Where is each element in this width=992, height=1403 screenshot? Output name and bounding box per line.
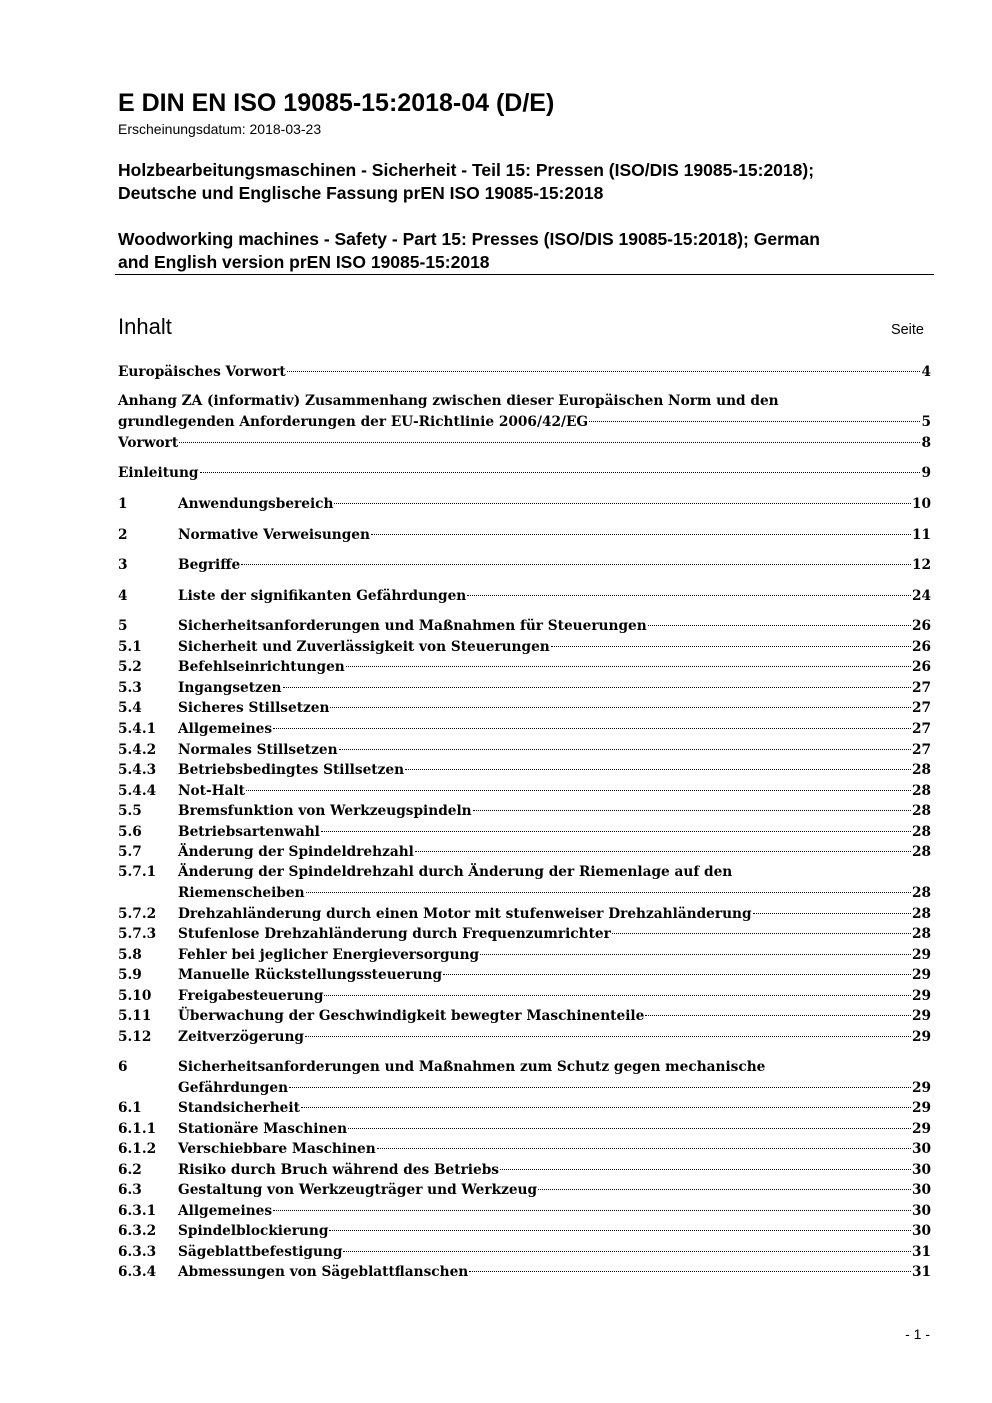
- toc-entry-page: 28: [911, 844, 931, 860]
- toc-entry-number: 5.10: [118, 988, 152, 1004]
- toc-dot-leader: [200, 472, 921, 473]
- toc-entry-number: 5.6: [118, 824, 142, 840]
- title-english-line-2: and English version prEN ISO 19085-15:2018: [118, 252, 490, 272]
- toc-entry-page: 9: [921, 465, 931, 481]
- toc-entry-title: Normative Verweisungen: [178, 527, 370, 543]
- toc-entry-title: Allgemeines: [178, 721, 273, 737]
- toc-dot-leader: [405, 769, 911, 770]
- toc-entry-page: 10: [911, 496, 931, 512]
- toc-dot-leader: [334, 503, 910, 504]
- toc-entry[interactable]: [118, 1201, 931, 1221]
- toc-dot-leader: [500, 1169, 911, 1170]
- toc-entry-page: 29: [911, 1121, 931, 1137]
- toc-entry-number: 5.7.1: [118, 864, 157, 880]
- toc-entry[interactable]: [118, 965, 931, 985]
- toc-entry-page: 4: [921, 364, 931, 380]
- toc-entry-page: 28: [911, 926, 931, 942]
- document-id: E DIN EN ISO 19085-15:2018-04 (D/E): [118, 89, 555, 117]
- toc-entry[interactable]: [118, 986, 931, 1006]
- toc-entry[interactable]: [118, 1059, 931, 1098]
- toc-entry-title: Allgemeines: [178, 1203, 273, 1219]
- toc-entry[interactable]: [118, 740, 931, 760]
- toc-entry-number: 6.3: [118, 1182, 142, 1198]
- toc-entry-page: 29: [911, 1100, 931, 1116]
- table-of-contents: [118, 0, 931, 1403]
- toc-entry-title: Anwendungsbereich: [178, 496, 334, 512]
- toc-entry-number: 5.11: [118, 1008, 152, 1024]
- toc-entry-page: 30: [911, 1223, 931, 1239]
- toc-dot-leader: [283, 687, 911, 688]
- toc-entry-title: Manuelle Rückstellungssteuerung: [178, 967, 443, 983]
- toc-entry-page: 30: [911, 1162, 931, 1178]
- toc-entry-title: Befehlseinrichtungen: [178, 659, 345, 675]
- toc-entry-page: 29: [911, 947, 931, 963]
- toc-entry-number: 5.4.4: [118, 783, 157, 799]
- toc-dot-leader: [480, 954, 911, 955]
- toc-dot-leader: [305, 1036, 911, 1037]
- toc-entry-title: Sicherheitsanforderungen und Maßnahmen für Steuerungen: [178, 618, 647, 634]
- toc-entry-title: Änderung der Spindeldrehzahl: [178, 844, 414, 860]
- toc-entry[interactable]: [118, 801, 931, 821]
- toc-entry-title: Fehler bei jeglicher Energieversorgung: [178, 947, 480, 963]
- toc-entry-page: 29: [911, 988, 931, 1004]
- footer-page-number: - 1 -: [905, 1326, 930, 1342]
- toc-entry[interactable]: [118, 945, 931, 965]
- toc-entry-title: Gefährdungen: [178, 1080, 289, 1096]
- toc-entry-title: Betriebsbedingtes Stillsetzen: [178, 762, 405, 778]
- toc-entry-number: 6.1.1: [118, 1121, 157, 1137]
- toc-dot-leader: [287, 371, 921, 372]
- toc-dot-leader: [443, 974, 911, 975]
- toc-entry[interactable]: [118, 698, 931, 718]
- toc-entry-page: 27: [911, 700, 931, 716]
- toc-entry-page: 12: [911, 557, 931, 573]
- title-english-line-1: Woodworking machines - Safety - Part 15: Presses (ISO/DIS 19085-15:2018); German: [118, 229, 820, 249]
- toc-dot-leader: [324, 995, 911, 996]
- toc-entry-number: 5.8: [118, 947, 142, 963]
- toc-dot-leader: [348, 1128, 911, 1129]
- toc-entry-number: 5.4.1: [118, 721, 157, 737]
- toc-entry-number: 6.3.2: [118, 1223, 157, 1239]
- toc-entry-page: 27: [911, 680, 931, 696]
- toc-entry-number: 2: [118, 527, 128, 543]
- toc-entry-page: 28: [911, 803, 931, 819]
- toc-dot-leader: [330, 707, 910, 708]
- toc-entry[interactable]: [118, 781, 931, 801]
- toc-entry[interactable]: [118, 1262, 931, 1282]
- toc-entry-title: Ingangsetzen: [178, 680, 282, 696]
- toc-entry-title: Stufenlose Drehzahländerung durch Frequenzumrichter: [178, 926, 611, 942]
- toc-entry[interactable]: [118, 1180, 931, 1200]
- toc-entry-page: 30: [911, 1203, 931, 1219]
- toc-entry-number: 5.7: [118, 844, 142, 860]
- toc-dot-leader: [538, 1189, 911, 1190]
- toc-entry-page: 29: [911, 1029, 931, 1045]
- toc-entry-number: 5.9: [118, 967, 142, 983]
- toc-dot-leader: [753, 913, 911, 914]
- toc-entry[interactable]: [118, 678, 931, 698]
- title-german-line-2: Deutsche und Englische Fassung prEN ISO 19085-15:2018: [118, 183, 604, 203]
- toc-dot-leader: [645, 1015, 911, 1016]
- toc-entry[interactable]: [118, 586, 931, 606]
- toc-entry-title: Spindelblockierung: [178, 1223, 329, 1239]
- toc-entry-number: 5: [118, 618, 128, 634]
- toc-entry[interactable]: [118, 637, 931, 657]
- toc-entry-title: Zeitverzögerung: [178, 1029, 304, 1045]
- toc-entry-number: 6.3.1: [118, 1203, 157, 1219]
- toc-entry-title: Sicheres Stillsetzen: [178, 700, 330, 716]
- toc-dot-leader: [273, 1210, 911, 1211]
- toc-entry[interactable]: [118, 1160, 931, 1180]
- toc-entry-title: Drehzahländerung durch einen Motor mit stufenweiser Drehzahländerung: [178, 906, 752, 922]
- toc-entry[interactable]: [118, 842, 931, 862]
- toc-entry-title: Einleitung: [118, 465, 199, 481]
- toc-entry[interactable]: [118, 1098, 931, 1118]
- toc-dot-leader: [648, 625, 911, 626]
- toc-entry-number: 6.3.3: [118, 1244, 157, 1260]
- toc-dot-leader: [589, 421, 920, 422]
- toc-entry-number: 6: [118, 1059, 128, 1075]
- toc-entry-title: Stationäre Maschinen: [178, 1121, 348, 1137]
- toc-entry[interactable]: [118, 904, 931, 924]
- toc-entry-page: 27: [911, 721, 931, 737]
- toc-dot-leader: [339, 749, 911, 750]
- toc-entry-text-first-line: Änderung der Spindeldrehzahl durch Änderung der Riemenlage auf den: [178, 864, 733, 880]
- toc-page-label: Seite: [890, 322, 924, 338]
- toc-entry[interactable]: [118, 1242, 931, 1262]
- toc-entry-page: 30: [911, 1182, 931, 1198]
- toc-entry[interactable]: [118, 864, 931, 903]
- toc-entry-title: Sägeblattbefestigung: [178, 1244, 343, 1260]
- toc-entry[interactable]: [118, 1139, 931, 1159]
- toc-entry-text-first-line: Anhang ZA (informativ) Zusammenhang zwischen dieser Europäischen Norm und den: [118, 393, 779, 409]
- toc-entry-page: 5: [921, 414, 931, 430]
- toc-entry-page: 28: [911, 885, 931, 901]
- toc-dot-leader: [246, 790, 911, 791]
- toc-dot-leader: [301, 1107, 911, 1108]
- toc-entry-page: 27: [911, 742, 931, 758]
- toc-entry-title: Standsicherheit: [178, 1100, 300, 1116]
- toc-entry-title: Riemenscheiben: [178, 885, 305, 901]
- toc-dot-leader: [241, 564, 911, 565]
- toc-dot-leader: [377, 1148, 911, 1149]
- toc-entry[interactable]: [118, 525, 931, 545]
- toc-entry-title: Betriebsartenwahl: [178, 824, 320, 840]
- toc-heading: Inhalt: [118, 314, 172, 339]
- toc-entry-title: Normales Stillsetzen: [178, 742, 338, 758]
- toc-dot-leader: [467, 595, 911, 596]
- toc-entry-number: 6.1.2: [118, 1141, 157, 1157]
- toc-entry-number: 5.4: [118, 700, 142, 716]
- publication-date: Erscheinungsdatum: 2018-03-23: [118, 121, 322, 137]
- toc-entry-number: 6.2: [118, 1162, 142, 1178]
- toc-entry-title: Begriffe: [178, 557, 241, 573]
- toc-dot-leader: [273, 728, 911, 729]
- toc-entry-number: 5.3: [118, 680, 142, 696]
- toc-entry-page: 26: [911, 659, 931, 675]
- toc-entry-title: Bremsfunktion von Werkzeugspindeln: [178, 803, 472, 819]
- toc-entry-number: 5.7.2: [118, 906, 157, 922]
- toc-entry[interactable]: [118, 822, 931, 842]
- toc-entry-page: 11: [911, 527, 931, 543]
- toc-entry[interactable]: [118, 657, 931, 677]
- toc-dot-leader: [321, 831, 911, 832]
- toc-entry-title: Verschiebbare Maschinen: [178, 1141, 376, 1157]
- toc-entry-title: Sicherheit und Zuverlässigkeit von Steuerungen: [178, 639, 550, 655]
- toc-entry-number: 6.1: [118, 1100, 142, 1116]
- toc-entry-title: Liste der signifikanten Gefährdungen: [178, 588, 467, 604]
- toc-entry-page: 31: [911, 1264, 931, 1280]
- toc-entry-number: 4: [118, 588, 128, 604]
- toc-entry-page: 28: [911, 762, 931, 778]
- toc-dot-leader: [289, 1087, 911, 1088]
- toc-entry-title: Abmessungen von Sägeblattflanschen: [178, 1264, 469, 1280]
- toc-entry-page: 28: [911, 783, 931, 799]
- toc-entry-page: 8: [921, 435, 931, 451]
- toc-entry-page: 29: [911, 1080, 931, 1096]
- title-german-line-1: Holzbearbeitungsmaschinen - Sicherheit - Teil 15: Pressen (ISO/DIS 19085-15:2018);: [118, 160, 815, 180]
- toc-dot-leader: [469, 1271, 911, 1272]
- toc-entry-title: Europäisches Vorwort: [118, 364, 286, 380]
- toc-entry-title: Überwachung der Geschwindigkeit bewegter Maschinenteile: [178, 1008, 645, 1024]
- toc-entry-page: 30: [911, 1141, 931, 1157]
- toc-entry[interactable]: [118, 555, 931, 575]
- toc-entry[interactable]: [118, 924, 931, 944]
- toc-entry-page: 31: [911, 1244, 931, 1260]
- toc-dot-leader: [371, 534, 911, 535]
- toc-dot-leader: [179, 442, 920, 443]
- toc-dot-leader: [346, 666, 911, 667]
- toc-entry[interactable]: [118, 616, 931, 636]
- toc-entry-number: 3: [118, 557, 128, 573]
- toc-entry-number: 5.4.3: [118, 762, 157, 778]
- toc-dot-leader: [415, 851, 911, 852]
- toc-entry[interactable]: [118, 1221, 931, 1241]
- toc-dot-leader: [343, 1251, 910, 1252]
- toc-entry-number: 5.5: [118, 803, 142, 819]
- toc-entry-number: 5.1: [118, 639, 142, 655]
- toc-entry-title: Risiko durch Bruch während des Betriebs: [178, 1162, 499, 1178]
- toc-entry[interactable]: [118, 1027, 931, 1047]
- toc-entry-title: Not-Halt: [178, 783, 245, 799]
- toc-entry-page: 26: [911, 639, 931, 655]
- toc-entry[interactable]: [118, 719, 931, 739]
- toc-entry[interactable]: [118, 494, 931, 514]
- toc-dot-leader: [612, 933, 911, 934]
- toc-entry-text-first-line: Sicherheitsanforderungen und Maßnahmen zum Schutz gegen mechanische: [178, 1059, 766, 1075]
- toc-entry[interactable]: [118, 1006, 931, 1026]
- toc-entry-title: Gestaltung von Werkzeugträger und Werkzeug: [178, 1182, 538, 1198]
- toc-entry-number: 6.3.4: [118, 1264, 157, 1280]
- toc-entry-title: Vorwort: [118, 435, 179, 451]
- toc-entry-page: 24: [911, 588, 931, 604]
- toc-dot-leader: [306, 892, 911, 893]
- toc-entry-number: 5.7.3: [118, 926, 157, 942]
- toc-entry-number: 5.4.2: [118, 742, 157, 758]
- toc-entry-page: 28: [911, 824, 931, 840]
- toc-entry[interactable]: [118, 362, 931, 382]
- toc-entry-title: grundlegenden Anforderungen der EU-Richtlinie 2006/42/EG: [118, 414, 589, 430]
- toc-dot-leader: [473, 810, 911, 811]
- toc-entry[interactable]: [118, 1119, 931, 1139]
- toc-dot-leader: [551, 646, 911, 647]
- toc-entry-page: 29: [911, 1008, 931, 1024]
- toc-entry-page: 26: [911, 618, 931, 634]
- toc-entry-number: 5.12: [118, 1029, 152, 1045]
- toc-entry[interactable]: [118, 393, 931, 432]
- toc-entry-page: 28: [911, 906, 931, 922]
- toc-entry-number: 1: [118, 496, 128, 512]
- toc-entry[interactable]: [118, 463, 931, 483]
- toc-entry[interactable]: [118, 433, 931, 453]
- toc-dot-leader: [329, 1230, 911, 1231]
- toc-entry-title: Freigabesteuerung: [178, 988, 324, 1004]
- toc-entry[interactable]: [118, 760, 931, 780]
- toc-entry-page: 29: [911, 967, 931, 983]
- toc-entry-number: 5.2: [118, 659, 142, 675]
